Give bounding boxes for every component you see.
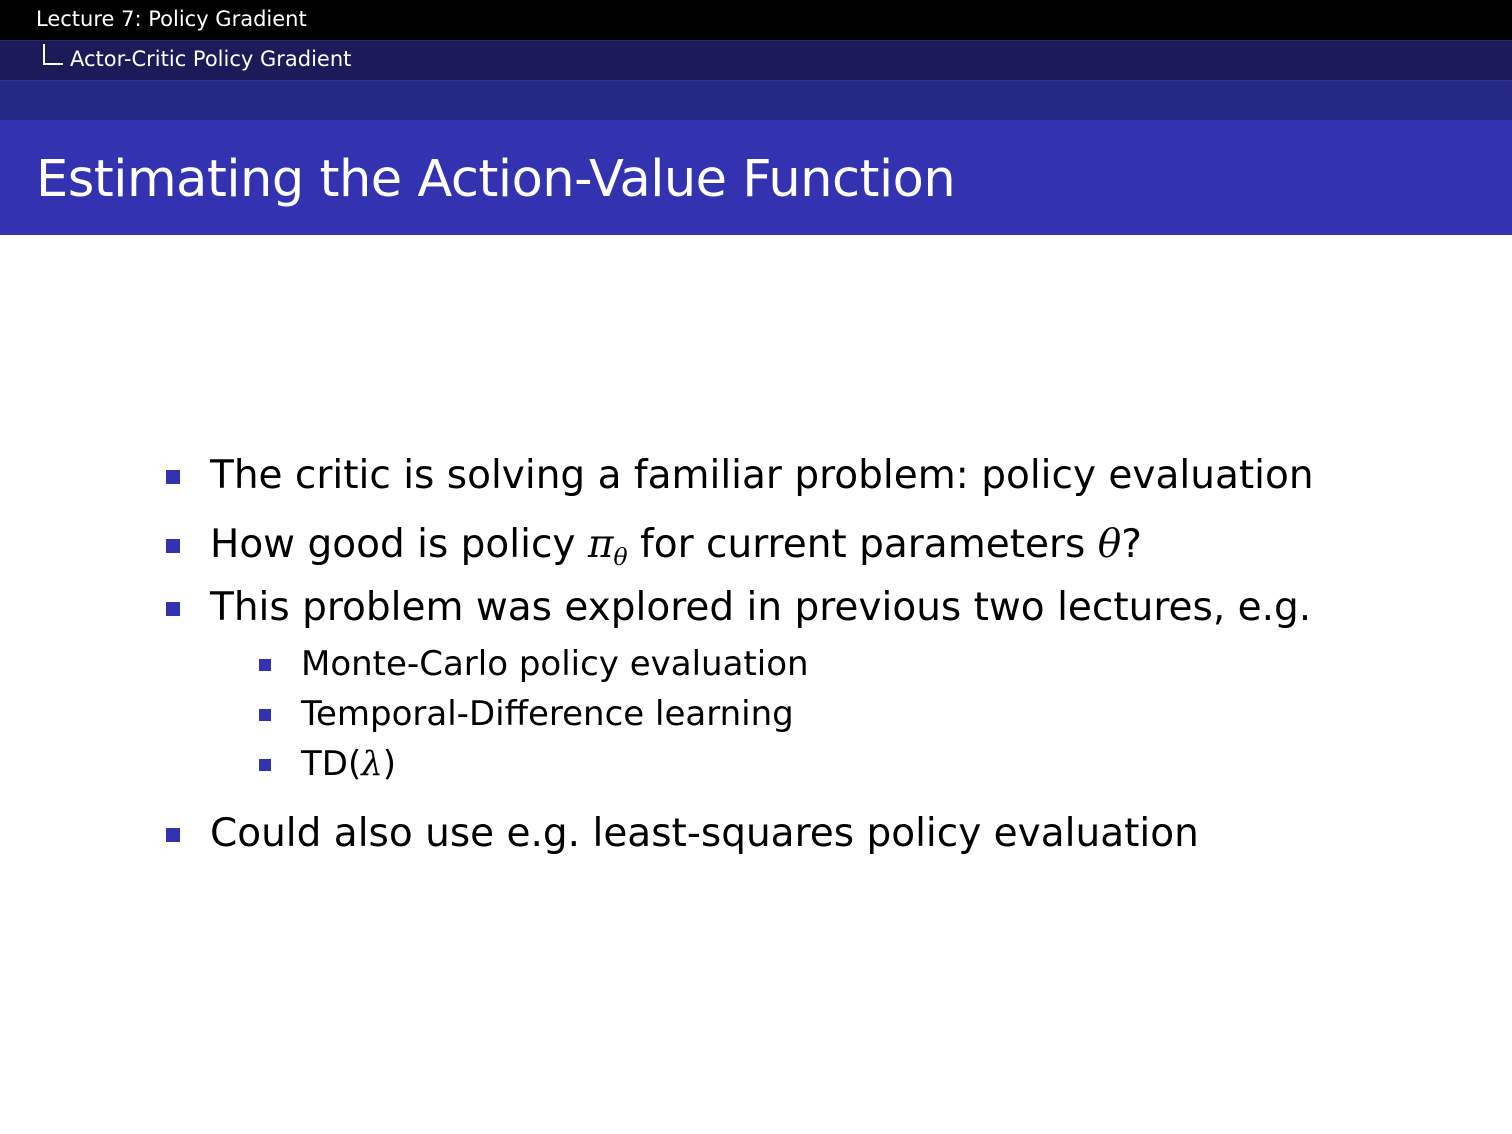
header-lecture-bar (0, 0, 1512, 40)
square-bullet-icon (259, 709, 271, 721)
section-title: Actor-Critic Policy Gradient (70, 47, 352, 71)
bullet-text-2b: for current parameters (627, 522, 1098, 567)
sub-item-text-1: Monte-Carlo policy evaluation (301, 644, 809, 684)
pi-subscript: θ (613, 543, 628, 572)
sub-item-text-2: Temporal-Difference learning (301, 694, 794, 734)
bullet-text-2a: How good is policy (210, 522, 588, 567)
pi-symbol (587, 522, 628, 572)
bullet-text-1: The critic is solving a familiar problem: policy evaluation (210, 453, 1314, 498)
bullet-text-4: Could also use e.g. least-squares policy evaluation (210, 811, 1199, 856)
lecture-title: Lecture 7: Policy Gradient (36, 7, 307, 31)
sub-item-text-3a: TD( (301, 744, 362, 784)
theta-symbol: θ (1097, 522, 1122, 567)
sub-item-3 (301, 744, 397, 784)
square-bullet-icon (166, 470, 180, 484)
bullet-item-1 (210, 453, 1314, 498)
sub-item-1 (301, 644, 809, 684)
bullet-item-3 (210, 585, 1312, 630)
bullet-text-3: This problem was explored in previous two lectures, e.g. (210, 585, 1312, 630)
pi-glyph: π (587, 522, 614, 567)
sub-item-2 (301, 694, 794, 734)
square-bullet-icon (259, 659, 271, 671)
bullet-item-4 (210, 811, 1199, 856)
bullet-text-2c: ? (1121, 522, 1142, 567)
lambda-symbol: λ (361, 744, 383, 784)
header-spacer-bar (0, 80, 1512, 120)
square-bullet-icon (166, 539, 180, 553)
square-bullet-icon (166, 602, 180, 616)
square-bullet-icon (259, 759, 271, 771)
bullet-item-2 (210, 522, 1142, 572)
subsection-corner-icon (43, 44, 63, 65)
square-bullet-icon (166, 828, 180, 842)
sub-item-text-3b: ) (382, 744, 397, 784)
frame-title: Estimating the Action-Value Function (36, 150, 956, 209)
